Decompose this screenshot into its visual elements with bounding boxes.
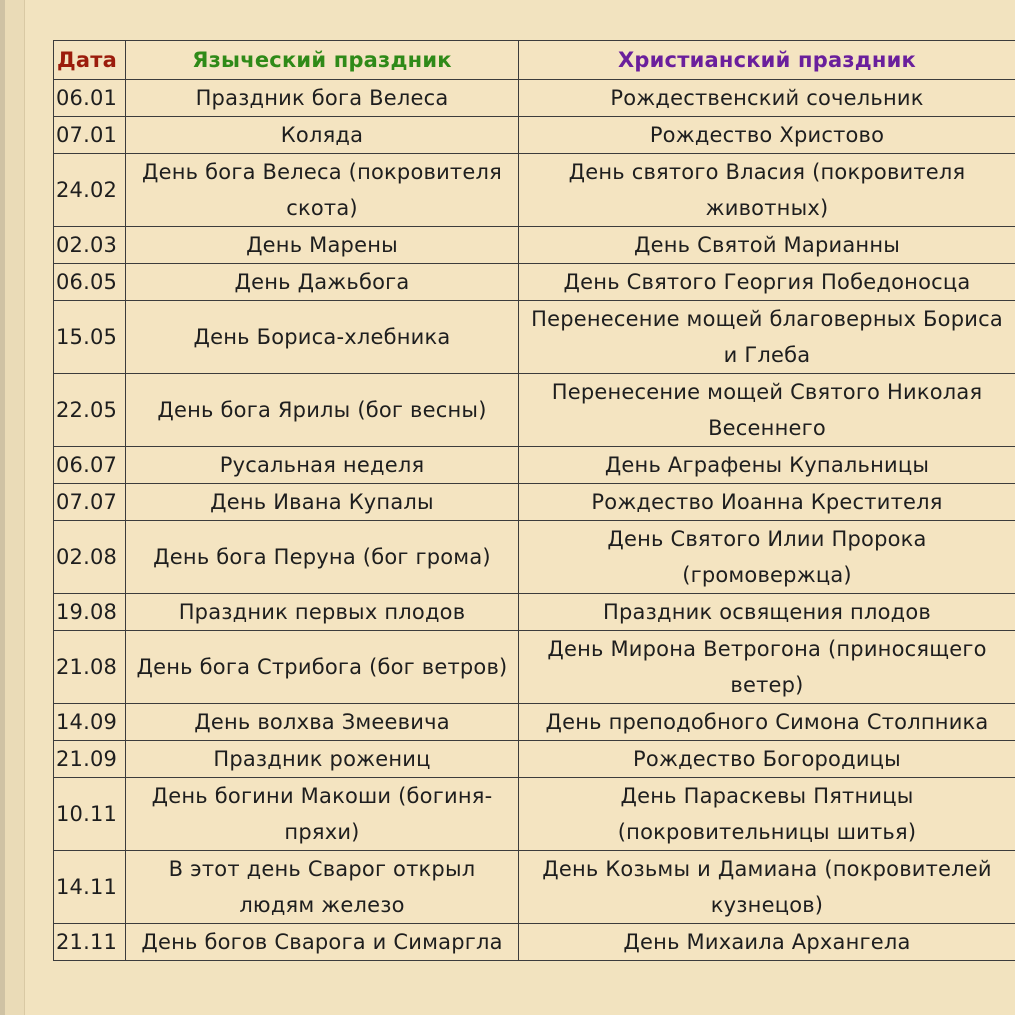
cell-date: 21.09 [54,741,126,778]
cell-date: 24.02 [54,154,126,227]
cell-pagan: В этот день Сварог открыл людям железо [126,851,519,924]
table-row [54,154,1015,227]
cell-pagan: День бога Перуна (бог грома) [126,521,519,594]
header-christian-holiday: Христианский праздник [519,41,1015,80]
cell-date: 22.05 [54,374,126,447]
cell-christian: Перенесение мощей Святого Николая Весеннего [519,374,1015,447]
cell-pagan: День богини Макоши (богиня-пряхи) [126,778,519,851]
cell-date: 06.01 [54,80,126,117]
cell-christian: День Аграфены Купальницы [519,447,1015,484]
cell-date: 02.03 [54,227,126,264]
cell-pagan: Русальная неделя [126,447,519,484]
holidays-table [53,40,1015,961]
cell-pagan: День Ивана Купалы [126,484,519,521]
cell-christian: День Мирона Ветрогона (приносящего ветер) [519,631,1015,704]
cell-date: 06.05 [54,264,126,301]
cell-christian: День святого Власия (покровителя животных) [519,154,1015,227]
table-row [54,778,1015,851]
cell-christian: День Святого Георгия Победоносца [519,264,1015,301]
cell-christian: День Святой Марианны [519,227,1015,264]
cell-christian: День Козьмы и Дамиана (покровителей кузнецов) [519,851,1015,924]
table-row [54,264,1015,301]
cell-pagan: Праздник рожениц [126,741,519,778]
cell-date: 14.09 [54,704,126,741]
cell-date: 21.11 [54,924,126,961]
cell-christian: Рождество Иоанна Крестителя [519,484,1015,521]
cell-date: 07.01 [54,117,126,154]
table-row [54,704,1015,741]
table-row [54,301,1015,374]
cell-pagan: День бога Ярилы (бог весны) [126,374,519,447]
table-row [54,447,1015,484]
table-row [54,80,1015,117]
cell-christian: День Параскевы Пятницы (покровительницы шитья) [519,778,1015,851]
cell-pagan: День богов Сварога и Симаргла [126,924,519,961]
cell-date: 06.07 [54,447,126,484]
table-row [54,741,1015,778]
table-row [54,374,1015,447]
cell-pagan: День бога Стрибога (бог ветров) [126,631,519,704]
cell-pagan: День Дажьбога [126,264,519,301]
cell-pagan: День Бориса-хлебника [126,301,519,374]
header-date: Дата [54,41,126,80]
cell-pagan: Праздник бога Велеса [126,80,519,117]
cell-date: 02.08 [54,521,126,594]
cell-christian: День Михаила Архангела [519,924,1015,961]
cell-christian: День Святого Илии Пророка (громовержца) [519,521,1015,594]
holidays-table-container [53,40,1015,961]
table-row [54,521,1015,594]
cell-date: 10.11 [54,778,126,851]
cell-christian: Рождественский сочельник [519,80,1015,117]
cell-christian: Перенесение мощей благоверных Бориса и Глеба [519,301,1015,374]
table-row [54,594,1015,631]
cell-christian: День преподобного Симона Столпника [519,704,1015,741]
table-row [54,631,1015,704]
table-row [54,117,1015,154]
table-row [54,924,1015,961]
cell-date: 19.08 [54,594,126,631]
cell-date: 15.05 [54,301,126,374]
header-pagan-holiday: Языческий праздник [126,41,519,80]
cell-christian: Рождество Богородицы [519,741,1015,778]
cell-christian: Праздник освящения плодов [519,594,1015,631]
table-row [54,484,1015,521]
cell-date: 07.07 [54,484,126,521]
cell-date: 21.08 [54,631,126,704]
cell-date: 14.11 [54,851,126,924]
cell-pagan: День Марены [126,227,519,264]
cell-christian: Рождество Христово [519,117,1015,154]
cell-pagan: Праздник первых плодов [126,594,519,631]
cell-pagan: День волхва Змеевича [126,704,519,741]
cell-pagan: Коляда [126,117,519,154]
table-header-row [54,41,1015,80]
cell-pagan: День бога Велеса (покровителя скота) [126,154,519,227]
table-row [54,227,1015,264]
page-left-edge [0,0,25,1015]
table-row [54,851,1015,924]
